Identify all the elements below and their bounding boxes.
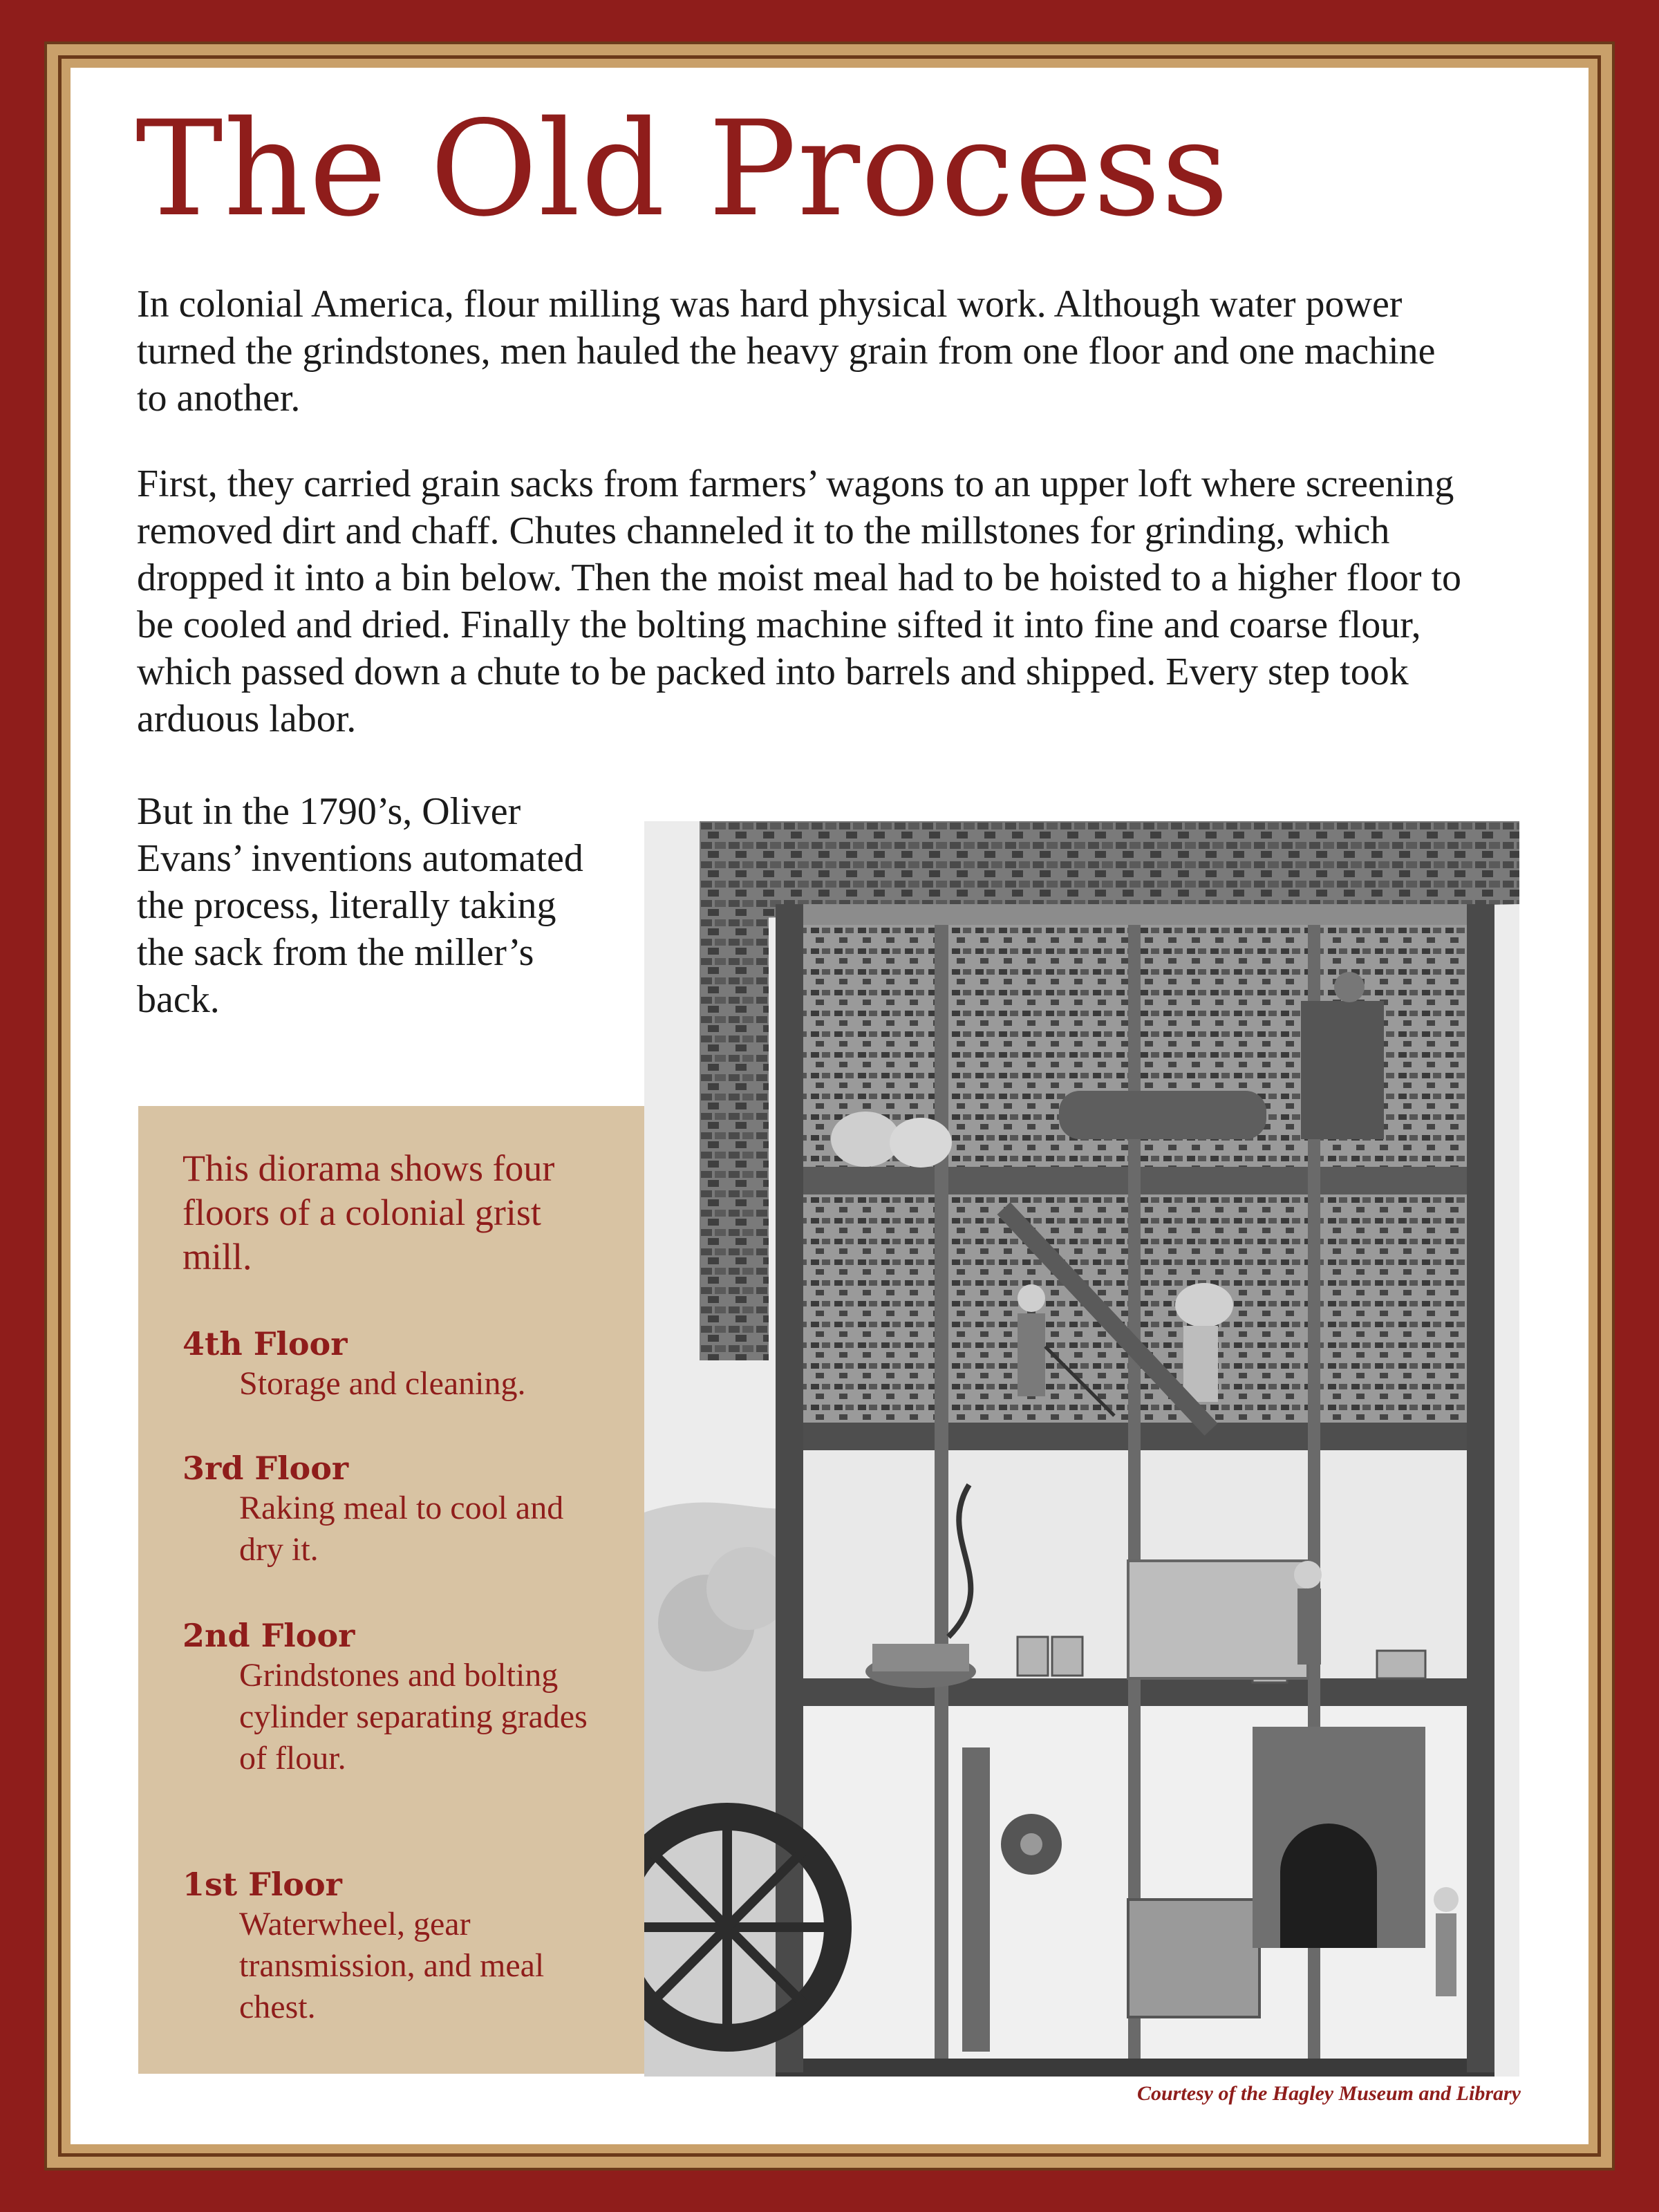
evans-paragraph: But in the 1790’s, Oliver Evans’ inventions automated the process, literally taking the sack from the miller’s back. [137, 790, 583, 1021]
floor-description: Grindstones and bolting cylinder separating grades of flour. [239, 1657, 588, 1777]
page-title: The Old Process [135, 93, 1230, 245]
floor-item-4 [182, 1324, 611, 1405]
diorama-intro: This diorama shows four floors of a colonial grist mill. [182, 1147, 555, 1277]
floor-description: Waterwheel, gear transmission, and meal chest. [239, 1906, 545, 2025]
intro-paragraph: In colonial America, flour milling was hard physical work. Although water power turned the grindstones, men hauled the heavy grain from one floor and one machine to another. [137, 283, 1436, 420]
floor-description: Raking meal to cool and dry it. [239, 1490, 564, 1568]
floor-item-3 [182, 1449, 611, 1571]
floor-title: 1st Floor [182, 1866, 342, 1903]
floor-description: Storage and cleaning. [239, 1365, 526, 1402]
diorama-photo [644, 821, 1519, 2077]
floor-item-2 [182, 1616, 611, 1779]
process-paragraph: First, they carried grain sacks from farmers’ wagons to an upper loft where screening removed dirt and chaff. Chutes channeled it to the millstones for grinding, which dropped it into a bin below. Then the moist meal had to be hoisted to a higher floor to be cooled and dried. Finally the bolting machine sifted it into fine and coarse flour, which passed down a chute to be packed into barrels and shipped. Every step took arduous labor. [137, 462, 1462, 740]
floor-title: 2nd Floor [182, 1617, 355, 1654]
floor-title: 4th Floor [182, 1325, 348, 1362]
diorama-illustration [644, 821, 1519, 2077]
floor-item-1 [182, 1865, 611, 2028]
floor-title: 3rd Floor [182, 1450, 349, 1487]
photo-caption: Courtesy of the Hagley Museum and Library [1136, 2082, 1521, 2105]
